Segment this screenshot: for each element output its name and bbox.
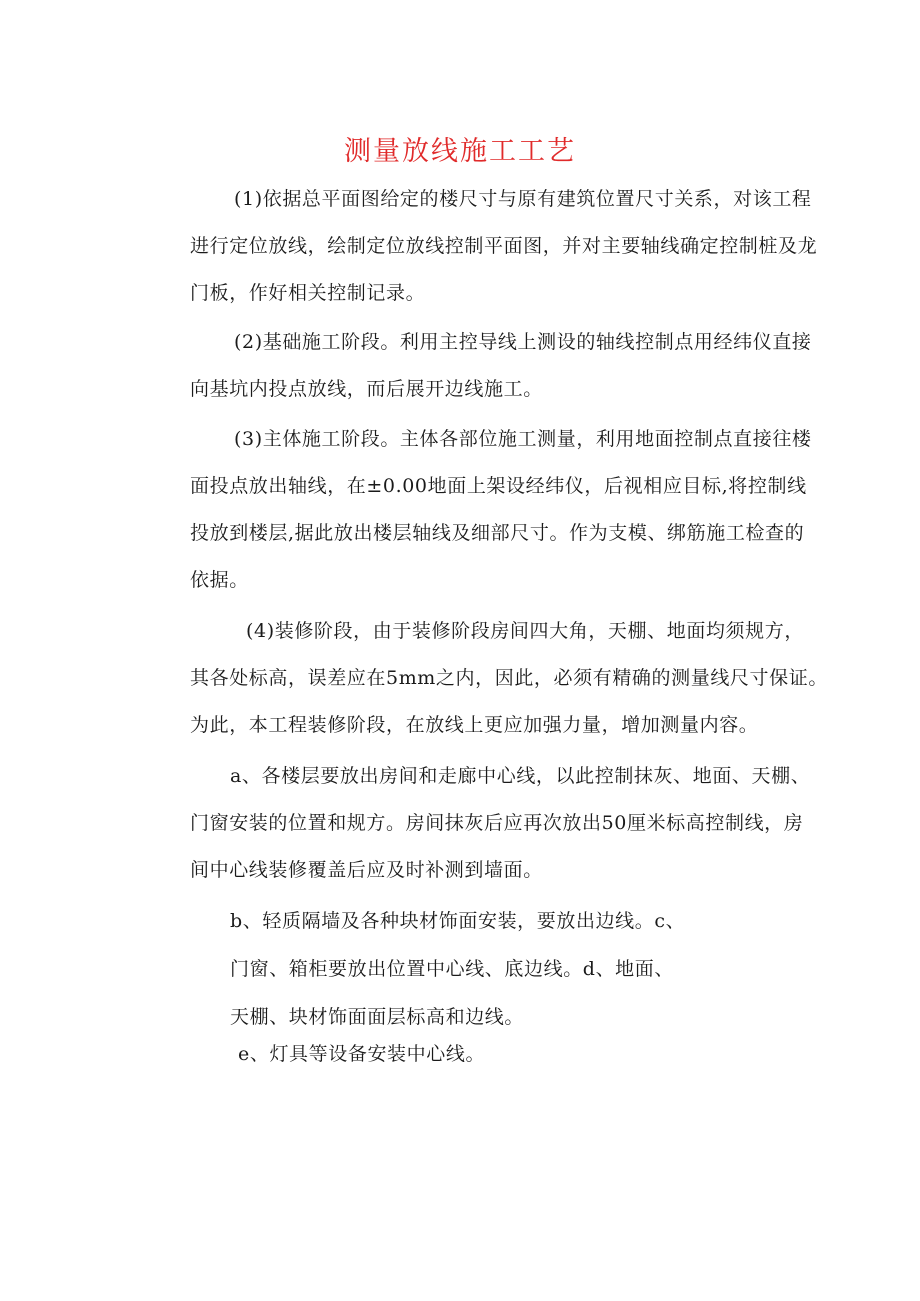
text-line: (1)依据总平面图给定的楼尺寸与原有建筑位置尺寸关系，对该工程 [234,188,812,210]
text-line: 向基坑内投点放线，而后展开边线施工。 [190,378,543,400]
text-line: 天棚、块材饰面面层标高和边线。 [230,1006,525,1028]
text-line: 面投点放出轴线，在±0.00地面上架设经纬仪，后视相应目标,将控制线 [190,475,807,497]
text-line: 门窗安装的位置和规方。房间抹灰后应再次放出50厘米标高控制线，房 [190,812,804,834]
text-line: b、轻质隔墙及各种块材饰面安装，要放出边线。c、 [230,910,686,932]
text-line: (4)装修阶段，由于装修阶段房间四大角，天棚、地面均须规方， [246,620,804,642]
text-line: a、各楼层要放出房间和走廊中心线，以此控制抹灰、地面、天棚、 [230,765,811,787]
document-title: 测量放线施工工艺 [344,136,576,167]
text-line: 门板，作好相关控制记录。 [190,282,426,304]
text-line: (2)基础施工阶段。利用主控导线上测设的轴线控制点用经纬仪直接 [234,331,812,353]
text-line: 进行定位放线，绘制定位放线控制平面图，并对主要轴线确定控制桩及龙 [190,235,818,257]
text-line: 为此，本工程装修阶段，在放线上更应加强力量，增加测量内容。 [190,714,759,736]
text-line: (3)主体施工阶段。主体各部位施工测量，利用地面控制点直接往楼 [234,428,812,450]
text-line: e、灯具等设备安装中心线。 [238,1043,486,1065]
text-line: 其各处标高，误差应在5mm之内，因此，必须有精确的测量线尺寸保证。 [190,667,828,689]
text-line: 间中心线装修覆盖后应及时补测到墙面。 [190,859,543,881]
text-line: 投放到楼层,据此放出楼层轴线及细部尺寸。作为支模、绑筋施工检查的 [190,522,805,544]
text-line: 门窗、箱柜要放出位置中心线、底边线。d、地面、 [230,958,674,980]
text-line: 依据。 [190,569,249,591]
